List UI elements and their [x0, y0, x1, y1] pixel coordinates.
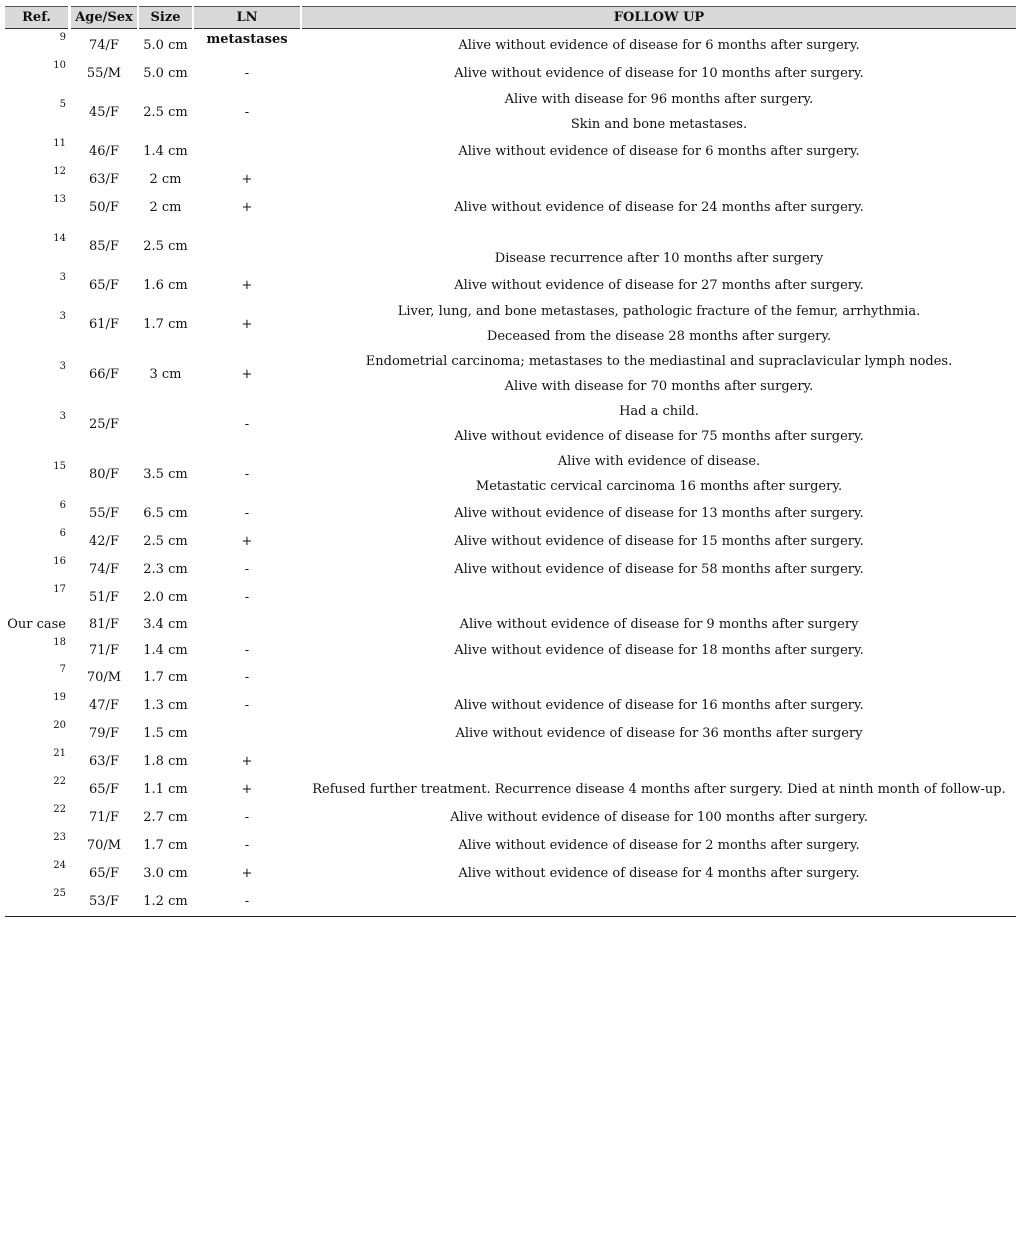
- cell-follow-up: [302, 59, 1016, 87]
- header-ref: Ref.: [5, 6, 68, 29]
- follow-up-line: Deceased from the disease 28 months after surgery.: [486, 329, 832, 344]
- ref-value: 17: [53, 583, 66, 595]
- ref-value: 21: [53, 747, 66, 759]
- cell-size: 2.5 cm: [143, 533, 188, 549]
- cell-ln-metastases: [194, 137, 300, 165]
- cell-size: 1.1 cm: [143, 781, 188, 797]
- cell-ref: [5, 349, 68, 399]
- cell-ln-metastases: -: [244, 561, 250, 577]
- cell-ln-metastases: +: [241, 865, 253, 881]
- cell-follow-up: [302, 87, 1016, 137]
- cell-ln-metastases: -: [244, 669, 250, 685]
- cell-follow-up: [302, 775, 1016, 803]
- ref-value: 12: [53, 165, 66, 177]
- cell-ref: [5, 831, 68, 859]
- cell-age-sex: 70/M: [86, 837, 122, 853]
- ref-value: 6: [59, 499, 66, 511]
- cell-age-sex: 45/F: [89, 104, 119, 120]
- cell-size: 2.5 cm: [143, 104, 188, 120]
- cell-ref: [5, 271, 68, 299]
- cell-size: 1.3 cm: [143, 697, 188, 713]
- follow-up-line: Alive with disease for 96 months after surgery.: [504, 92, 814, 107]
- follow-up-line: Refused further treatment. Recurrence disease 4 months after surgery. Died at ninth month of follow-up.: [312, 781, 1006, 797]
- cell-age-sex: 70/M: [86, 669, 122, 685]
- cell-follow-up: [302, 831, 1016, 859]
- ref-value: 6: [59, 527, 66, 539]
- table-row: [5, 719, 1016, 747]
- follow-up-line: Alive with disease for 70 months after surgery.: [504, 379, 814, 394]
- follow-up-line: Metastatic cervical carcinoma 16 months after surgery.: [475, 479, 843, 494]
- table-row: [5, 887, 1016, 915]
- cell-age-sex: 85/F: [89, 238, 119, 254]
- cell-age-sex: 79/F: [89, 725, 119, 741]
- cell-follow-up: [302, 637, 1016, 663]
- cell-age-sex: 80/F: [89, 466, 119, 482]
- cell-age-sex: 42/F: [89, 533, 119, 549]
- table-row: [5, 775, 1016, 803]
- ref-value: 10: [53, 59, 66, 71]
- cell-age-sex: 53/F: [89, 893, 119, 909]
- ref-value: 24: [53, 859, 66, 871]
- header-size: Size: [139, 6, 192, 29]
- cell-ln-metastases: +: [241, 171, 253, 187]
- cell-size: 1.7 cm: [143, 669, 188, 685]
- header-follow-up: FOLLOW UP: [302, 6, 1016, 29]
- ref-value: 23: [53, 831, 66, 843]
- follow-up-line: Alive without evidence of disease for 100 months after surgery.: [450, 809, 868, 825]
- cell-ln-metastases: -: [244, 65, 250, 81]
- table-row: [5, 663, 1016, 691]
- follow-up-line: Alive with evidence of disease.: [557, 454, 761, 469]
- cell-follow-up: [302, 663, 1016, 691]
- follow-up-line: Disease recurrence after 10 months after surgery: [494, 251, 824, 266]
- follow-up-line: Alive without evidence of disease for 16 months after surgery.: [454, 697, 864, 713]
- follow-up-line: Alive without evidence of disease for 9 months after surgery: [459, 616, 859, 632]
- cell-follow-up: [302, 193, 1016, 221]
- cell-follow-up: [302, 499, 1016, 527]
- cell-size: 5.0 cm: [143, 65, 188, 81]
- cell-ref: [5, 87, 68, 137]
- table-bottom-rule: [5, 916, 1016, 917]
- ref-value: 19: [53, 691, 66, 703]
- cell-follow-up: [302, 449, 1016, 499]
- cell-follow-up: [302, 803, 1016, 831]
- ref-value: 15: [53, 460, 66, 472]
- follow-up-line: Alive without evidence of disease for 15 months after surgery.: [454, 533, 864, 549]
- table-row: [5, 271, 1016, 299]
- cell-age-sex: 47/F: [89, 697, 119, 713]
- follow-up-line: Alive without evidence of disease for 6 months after surgery.: [458, 143, 860, 159]
- table-row: [5, 637, 1016, 663]
- ref-value: 16: [53, 555, 66, 567]
- cell-size: 1.4 cm: [143, 143, 188, 159]
- cell-follow-up: [302, 137, 1016, 165]
- follow-up-line: Alive without evidence of disease for 36 months after surgery: [455, 725, 863, 741]
- cell-ref: [5, 747, 68, 775]
- cell-size: [139, 399, 192, 449]
- follow-up-line: Alive without evidence of disease for 18 months after surgery.: [454, 642, 864, 658]
- cell-ref: [5, 59, 68, 87]
- cell-ref: [5, 803, 68, 831]
- follow-up-line: Alive without evidence of disease for 10 months after surgery.: [454, 65, 864, 81]
- cell-ref: [5, 887, 68, 915]
- cell-ref: [5, 499, 68, 527]
- cell-ref: [5, 137, 68, 165]
- follow-up-line: Alive without evidence of disease for 75 months after surgery.: [454, 429, 864, 444]
- cell-size: 2 cm: [149, 171, 182, 187]
- cell-follow-up: [302, 747, 1016, 775]
- table-row: [5, 583, 1016, 611]
- table-row: [5, 859, 1016, 887]
- cell-age-sex: 55/M: [86, 65, 122, 81]
- cell-ln-metastases: -: [244, 809, 250, 825]
- cell-follow-up: [302, 859, 1016, 887]
- cell-ref: [5, 583, 68, 611]
- cell-size: 3.5 cm: [143, 466, 188, 482]
- ref-value: 3: [59, 360, 66, 372]
- ref-value: 5: [59, 98, 66, 110]
- cell-ln-metastases: +: [241, 277, 253, 293]
- cell-follow-up: [302, 271, 1016, 299]
- cell-age-sex: 65/F: [89, 277, 119, 293]
- table-row: [5, 691, 1016, 719]
- cell-age-sex: 74/F: [89, 37, 119, 53]
- cell-size: 5.0 cm: [143, 37, 188, 53]
- cell-ref: [5, 691, 68, 719]
- table-row: [5, 137, 1016, 165]
- cell-ln-metastases: -: [244, 589, 250, 605]
- table-row: [5, 31, 1016, 59]
- follow-up-line: Endometrial carcinoma; metastases to the mediastinal and supraclavicular lymph nodes.: [365, 354, 953, 369]
- cell-age-sex: 63/F: [89, 171, 119, 187]
- cell-size: 3 cm: [149, 366, 182, 382]
- ref-value: 13: [53, 193, 66, 205]
- cell-follow-up: [302, 527, 1016, 555]
- table-row: [5, 747, 1016, 775]
- header-age-sex: Age/Sex: [71, 6, 137, 29]
- table-row: [5, 499, 1016, 527]
- cell-size: 1.6 cm: [143, 277, 188, 293]
- cell-age-sex: 46/F: [89, 143, 119, 159]
- cell-age-sex: 65/F: [89, 865, 119, 881]
- cell-ln-metastases: +: [241, 533, 253, 549]
- cell-age-sex: 63/F: [89, 753, 119, 769]
- cell-follow-up: [302, 691, 1016, 719]
- table-row: [5, 803, 1016, 831]
- table-row: [5, 193, 1016, 221]
- table-row: [5, 165, 1016, 193]
- table-row: [5, 349, 1016, 399]
- cell-follow-up: [302, 221, 1016, 271]
- cell-ln-metastases: [194, 611, 300, 637]
- cell-age-sex: 71/F: [89, 642, 119, 658]
- cell-ln-metastases: -: [244, 466, 250, 482]
- cell-follow-up: [302, 611, 1016, 637]
- ref-value: 9: [59, 31, 66, 43]
- cell-ln-metastases: -: [244, 505, 250, 521]
- header-ln-metastases: LN metastases: [194, 6, 300, 29]
- cell-follow-up: [302, 399, 1016, 449]
- table-row: [5, 299, 1016, 349]
- table-row: [5, 831, 1016, 859]
- follow-up-line: Alive without evidence of disease for 27 months after surgery.: [454, 277, 864, 293]
- cell-ref: [5, 165, 68, 193]
- follow-up-table: [5, 6, 1016, 909]
- cell-ln-metastases: [194, 31, 300, 59]
- cell-size: 1.5 cm: [143, 725, 188, 741]
- table-row: [5, 399, 1016, 449]
- cell-size: 1.7 cm: [143, 837, 188, 853]
- cell-size: 1.2 cm: [143, 893, 188, 909]
- cell-ref: [5, 719, 68, 747]
- ref-value: 18: [53, 636, 66, 648]
- ref-value: 20: [53, 719, 66, 731]
- cell-follow-up: [302, 349, 1016, 399]
- follow-up-line: Skin and bone metastases.: [570, 117, 748, 132]
- cell-size: 2.7 cm: [143, 809, 188, 825]
- table-row: [5, 59, 1016, 87]
- cell-ref: [5, 221, 68, 271]
- cell-ln-metastases: -: [244, 837, 250, 853]
- cell-ref: [5, 299, 68, 349]
- cell-size: 2.3 cm: [143, 561, 188, 577]
- cell-age-sex: 74/F: [89, 561, 119, 577]
- cell-ref: [5, 611, 68, 637]
- cell-age-sex: 66/F: [89, 366, 119, 382]
- cell-age-sex: 55/F: [89, 505, 119, 521]
- cell-ln-metastases: -: [244, 697, 250, 713]
- cell-size: 3.0 cm: [143, 865, 188, 881]
- cell-ref: [5, 663, 68, 691]
- follow-up-line: Alive without evidence of disease for 13 months after surgery.: [454, 505, 864, 521]
- cell-age-sex: 61/F: [89, 316, 119, 332]
- cell-ref: [5, 859, 68, 887]
- ref-value: 22: [53, 803, 66, 815]
- ref-value: 14: [53, 232, 66, 244]
- cell-size: 2.5 cm: [143, 238, 188, 254]
- cell-size: 1.7 cm: [143, 316, 188, 332]
- cell-ln-metastases: +: [241, 753, 253, 769]
- follow-up-line: Liver, lung, and bone metastases, pathologic fracture of the femur, arrhythmia.: [397, 304, 921, 319]
- ref-value: 22: [53, 775, 66, 787]
- cell-age-sex: 51/F: [89, 589, 119, 605]
- cell-ref: [5, 775, 68, 803]
- ref-value: 25: [53, 887, 66, 899]
- cell-ln-metastases: +: [241, 199, 253, 215]
- table-row: [5, 449, 1016, 499]
- cell-age-sex: 65/F: [89, 781, 119, 797]
- cell-age-sex: 50/F: [89, 199, 119, 215]
- cell-ln-metastases: [194, 719, 300, 747]
- cell-follow-up: [302, 887, 1016, 915]
- cell-size: 1.4 cm: [143, 642, 188, 658]
- cell-ref: [5, 31, 68, 59]
- cell-ln-metastases: +: [241, 366, 253, 382]
- ref-value: 11: [53, 137, 66, 149]
- cell-ref: [5, 527, 68, 555]
- table-row: [5, 527, 1016, 555]
- cell-ref: [5, 637, 68, 663]
- follow-up-line: Had a child.: [619, 404, 699, 419]
- table-row: [5, 611, 1016, 637]
- cell-ref: [5, 193, 68, 221]
- cell-age-sex: 25/F: [89, 416, 119, 432]
- follow-up-line: Alive without evidence of disease for 4 months after surgery.: [458, 865, 860, 881]
- follow-up-line: Alive without evidence of disease for 24 months after surgery.: [454, 199, 864, 215]
- cell-age-sex: 81/F: [89, 616, 119, 632]
- cell-size: 3.4 cm: [143, 616, 188, 632]
- cell-age-sex: 71/F: [89, 809, 119, 825]
- cell-follow-up: [302, 31, 1016, 59]
- cell-follow-up: [302, 299, 1016, 349]
- cell-ref: [5, 555, 68, 583]
- cell-ln-metastases: -: [244, 642, 250, 658]
- cell-follow-up: [302, 555, 1016, 583]
- cell-ln-metastases: -: [244, 416, 250, 432]
- ref-value: 7: [59, 663, 66, 675]
- follow-up-line: Alive without evidence of disease for 6 months after surgery.: [458, 37, 860, 53]
- cell-ln-metastases: +: [241, 316, 253, 332]
- ref-value: Our case: [7, 616, 66, 632]
- follow-up-line: Alive without evidence of disease for 58 months after surgery.: [454, 561, 864, 577]
- table-row: [5, 555, 1016, 583]
- cell-ln-metastases: +: [241, 781, 253, 797]
- cell-ln-metastases: [194, 221, 300, 271]
- ref-value: 3: [59, 410, 66, 422]
- cell-ln-metastases: -: [244, 893, 250, 909]
- cell-follow-up: [302, 719, 1016, 747]
- cell-ref: [5, 399, 68, 449]
- cell-size: 2 cm: [149, 199, 182, 215]
- table-row: [5, 221, 1016, 271]
- cell-size: 2.0 cm: [143, 589, 188, 605]
- cell-ln-metastases: -: [244, 104, 250, 120]
- ref-value: 3: [59, 271, 66, 283]
- follow-up-line: Alive without evidence of disease for 2 months after surgery.: [458, 837, 860, 853]
- ref-value: 3: [59, 310, 66, 322]
- table-row: [5, 87, 1016, 137]
- cell-size: 6.5 cm: [143, 505, 188, 521]
- cell-size: 1.8 cm: [143, 753, 188, 769]
- cell-ref: [5, 449, 68, 499]
- cell-follow-up: [302, 583, 1016, 611]
- cell-follow-up: [302, 165, 1016, 193]
